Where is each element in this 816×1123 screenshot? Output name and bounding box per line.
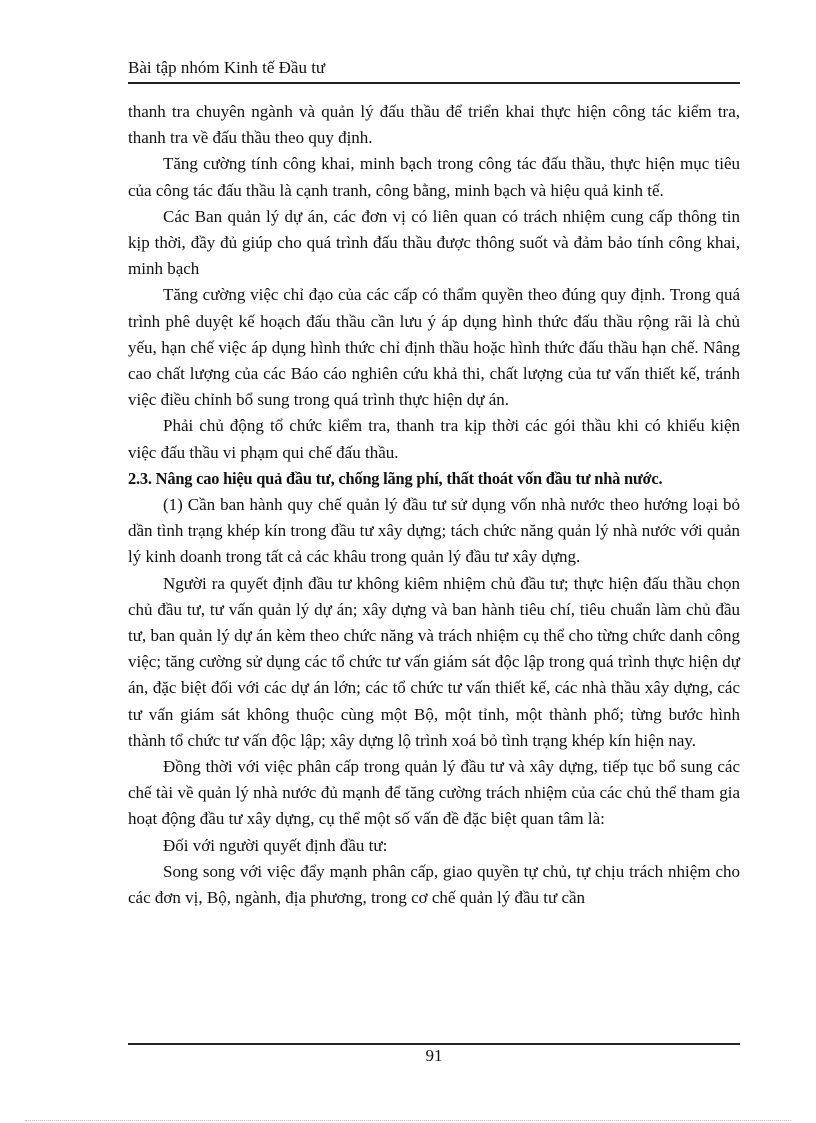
page-bottom-border	[25, 1120, 791, 1121]
page-header-title: Bài tập nhóm Kinh tế Đầu tư	[128, 58, 326, 77]
paragraph: (1) Cần ban hành quy chế quản lý đầu tư sử dụng vốn nhà nước theo hướng loại bỏ dần tình trạng khép kín trong đầu tư xây dựng; tách chức năng quản lý nhà nước với quản lý kinh doanh trong tất cả các khâu trong quản lý đầu tư xây dựng.	[128, 495, 740, 567]
page-body	[128, 99, 740, 911]
paragraph: Các Ban quản lý dự án, các đơn vị có liên quan có trách nhiệm cung cấp thông tin kịp thời, đầy đủ giúp cho quá trình đấu thầu được thông suốt và đảm bảo tính công khai, minh bạch	[128, 206, 740, 279]
paragraph: Đối với người quyết định đầu tư:	[163, 835, 388, 855]
section-heading: 2.3. Nâng cao hiệu quả đầu tư, chống lãng phí, thất thoát vốn đầu tư nhà nước.	[128, 468, 663, 488]
paragraph: Tăng cường tính công khai, minh bạch trong công tác đấu thầu, thực hiện mục tiêu của công tác đấu thầu là cạnh tranh, công bằng, minh bạch và hiệu quả kinh tế.	[128, 154, 740, 200]
paragraph: Đồng thời với việc phân cấp trong quản lý đầu tư và xây dựng, tiếp tục bổ sung các chế tài về quản lý nhà nước đủ mạnh để tăng cường trách nhiệm của các chủ thể tham gia hoạt động đầu tư xây dựng, cụ thể một số vấn đề đặc biệt quan tâm là:	[128, 757, 740, 829]
paragraph: Người ra quyết định đầu tư không kiêm nhiệm chủ đầu tư; thực hiện đấu thầu chọn chủ đầu tư, tư vấn quản lý dự án; xây dựng và ban hành tiêu chí, tiêu chuẩn làm chủ đầu tư, ban quản lý dự án kèm theo chức năng và trách nhiệm cụ thể cho từng chức danh công việc; tăng cường sử dụng các tổ chức tư vấn giám sát độc lập trong quá trình thực hiện dự án, đặc biệt đối với các dự án lớn; các tổ chức tư vấn thiết kế, các nhà thầu xây dựng, các tư vấn giám sát không thuộc cùng một Bộ, một tỉnh, một thành phố; từng bước hình thành tổ chức tư vấn độc lập; xây dựng lộ trình xoá bỏ tình trạng khép kín hiện nay.	[128, 573, 740, 750]
page-number: 91	[425, 1046, 443, 1065]
paragraph: Song song với việc đẩy mạnh phân cấp, giao quyền tự chủ, tự chịu trách nhiệm cho các đơn vị, Bộ, ngành, địa phương, trong cơ chế quản lý đầu tư cần	[128, 861, 740, 908]
paragraph: thanh tra chuyên ngành và quản lý đấu thầu để triển khai thực hiện công tác kiểm tra, thanh tra về đấu thầu theo quy định.	[128, 102, 740, 148]
paragraph: Phải chủ động tổ chức kiểm tra, thanh tra kịp thời các gói thầu khi có khiếu kiện việc đấu thầu vi phạm qui chế đấu thầu.	[128, 416, 740, 462]
paragraph: Tăng cường việc chỉ đạo của các cấp có thẩm quyền theo đúng quy định. Trong quá trình phê duyệt kế hoạch đấu thầu cần lưu ý áp dụng hình thức đấu thầu rộng rãi là chủ yếu, hạn chế việc áp dụng hình thức chỉ định thầu hoặc hình thức đấu thầu hạn chế. Nâng cao chất lượng của các Báo cáo nghiên cứu khả thi, chất lượng của tư vấn thiết kế, tránh việc điều chỉnh bổ sung trong quá trình thực hiện dự án.	[128, 285, 740, 410]
header-divider	[128, 82, 740, 84]
